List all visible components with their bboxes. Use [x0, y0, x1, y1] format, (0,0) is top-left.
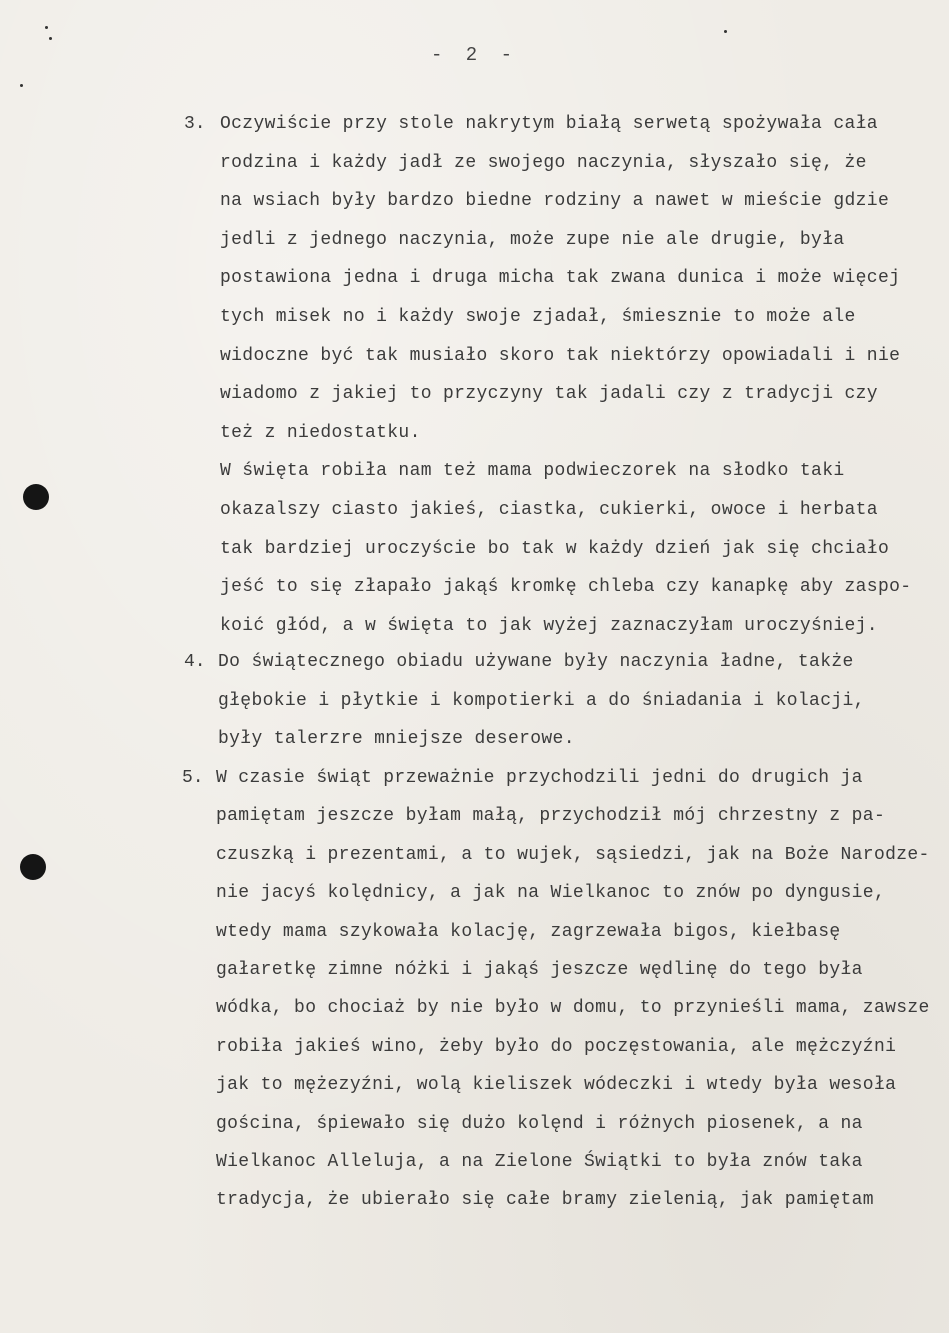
text-line: Oczywiście przy stole nakrytym białą serwetą spożywała cała — [220, 114, 878, 134]
text-line: tradycja, że ubierało się całe bramy zielenią, jak pamiętam — [216, 1190, 874, 1211]
text-line: wtedy mama szykowała kolację, zagrzewała bigos, kiełbasę — [216, 921, 841, 942]
ink-speck — [20, 84, 23, 87]
text-line: pamiętam jeszcze byłam małą, przychodził mój chrzestny z pa- — [216, 806, 886, 827]
text-line: gałaretkę zimne nóżki i jakąś jeszcze wędlinę do tego była — [216, 960, 863, 980]
page-number: - 2 - — [430, 44, 518, 66]
item-number: 3. — [184, 114, 206, 134]
text-line: W czasie świąt przeważnie przychodzili jedni do drugich ja — [216, 768, 863, 788]
ink-speck — [49, 37, 52, 40]
text-line: gościna, śpiewało się dużo kolęnd i różnych piosenek, a na — [216, 1113, 863, 1134]
text-line: jedli z jednego naczynia, może zupe nie ale drugie, była — [220, 229, 845, 250]
item-number: 4. — [184, 652, 206, 672]
text-line: wiadomo z jakiej to przyczyny tak jadali czy z tradycji czy — [220, 384, 878, 405]
text-line: nie jacyś kolędnicy, a jak na Wielkanoc to znów po dyngusie, — [216, 883, 886, 904]
text-line: rodzina i każdy jadł ze swojego naczynia, słyszało się, że — [220, 152, 867, 173]
text-line: były talerzre mniejsze deserowe. — [218, 729, 575, 750]
text-line: też z niedostatku. — [220, 422, 421, 443]
text-line: tych misek no i każdy swoje zjadał, śmiesznie to może ale — [220, 307, 856, 327]
ink-speck — [45, 26, 48, 29]
text-line: Wielkanoc Alleluja, a na Zielone Świątki to była znów taka — [216, 1152, 863, 1172]
text-line: jeść to się złapało jakąś kromkę chleba czy kanapkę aby zaspo- — [220, 577, 912, 598]
item-number: 5. — [182, 768, 204, 788]
text-line: koić głód, a w święta to jak wyżej zaznaczyłam uroczyśniej. — [220, 615, 878, 636]
text-line: jak to mężezyźni, wolą kieliszek wódeczki i wtedy była wesoła — [216, 1075, 897, 1096]
text-line: czuszką i prezentami, a to wujek, sąsiedzi, jak na Boże Narodze- — [216, 844, 930, 865]
text-line: tak bardziej uroczyście bo tak w każdy dzień jak się chciało — [220, 538, 890, 559]
text-line: widoczne być tak musiało skoro tak niektórzy opowiadali i nie — [220, 345, 901, 366]
punch-hole-top — [23, 484, 49, 510]
text-line: okazalszy ciasto jakieś, ciastka, cukierki, owoce i herbata — [220, 500, 878, 520]
text-line: postawiona jedna i druga micha tak zwana dunica i może więcej — [220, 268, 901, 289]
text-line: Do świątecznego obiadu używane były naczynia ładne, także — [218, 652, 854, 672]
text-line: W święta robiła nam też mama podwieczorek na słodko taki — [220, 461, 845, 482]
text-line: robiła jakieś wino, żeby było do poczęstowania, ale mężczyźni — [216, 1036, 897, 1057]
punch-hole-bottom — [20, 854, 46, 880]
text-line: wódka, bo chociaż by nie było w domu, to przynieśli mama, zawsze — [216, 998, 930, 1019]
ink-speck — [724, 30, 727, 33]
text-line: na wsiach były bardzo biedne rodziny a nawet w mieście gdzie — [220, 191, 890, 212]
text-line: głębokie i płytkie i kompotierki a do śniadania i kolacji, — [218, 690, 865, 711]
